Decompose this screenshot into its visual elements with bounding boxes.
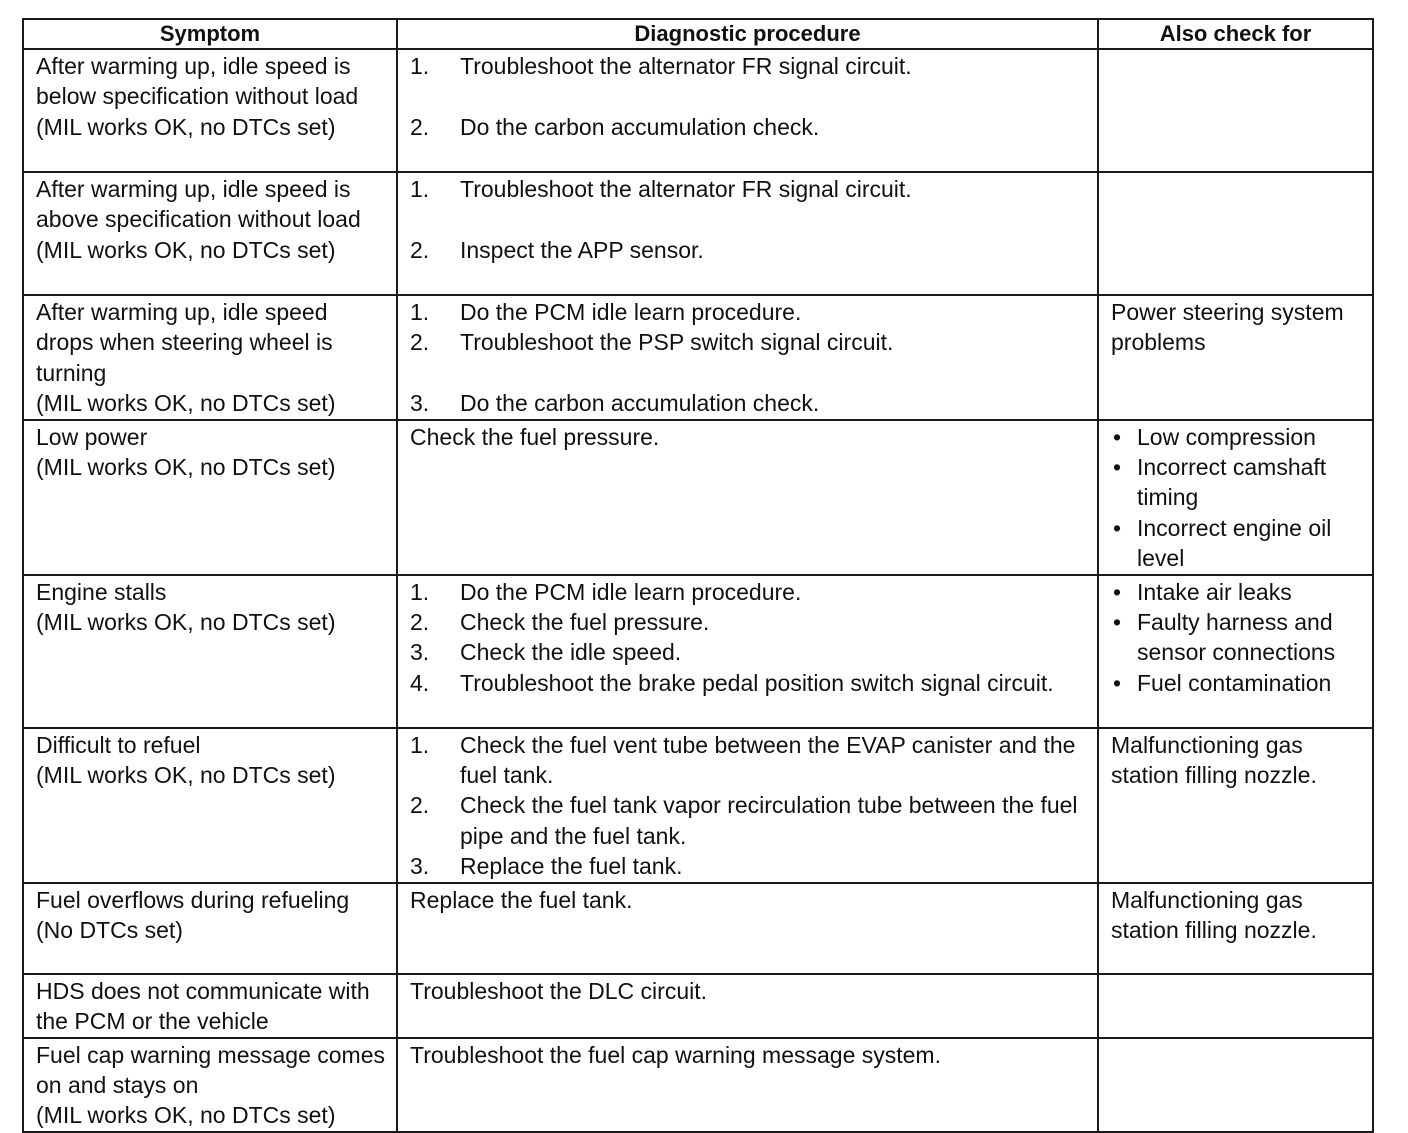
step-text: Do the PCM idle learn procedure. <box>460 578 802 605</box>
procedure-step <box>410 235 1087 265</box>
bullet-icon: • <box>1113 578 1122 605</box>
header-diagnostic-procedure: Diagnostic procedure <box>397 19 1098 49</box>
symptom-cell <box>23 49 397 172</box>
step-number: 2. <box>410 236 430 263</box>
procedure-step <box>410 607 1087 637</box>
step-text: Check the fuel vent tube between the EVAP canister and the fuel tank. <box>460 731 1076 789</box>
list-item-text: Fuel contamination <box>1137 669 1332 696</box>
symptom-text: After warming up, idle speed is above specification without load <box>36 176 361 233</box>
table-row <box>23 172 1373 295</box>
symptom-note: (MIL works OK, no DTCs set) <box>36 762 336 789</box>
procedure-step <box>410 730 1087 791</box>
step-text: Troubleshoot the PSP switch signal circuit. <box>460 329 894 356</box>
list-item-text: Intake air leaks <box>1137 578 1292 605</box>
table-row <box>23 295 1373 420</box>
symptom-cell <box>23 295 397 420</box>
procedure-cell <box>397 172 1098 295</box>
also-check-text: Malfunctioning gas station filling nozzle. <box>1111 886 1317 944</box>
step-number: 1. <box>410 53 430 79</box>
procedure-cell <box>397 295 1098 420</box>
procedure-step <box>410 851 1087 881</box>
diagnostic-table <box>22 18 1374 1133</box>
table-row <box>23 974 1373 1038</box>
step-number: 2. <box>410 329 430 356</box>
symptom-note: (MIL works OK, no DTCs set) <box>36 454 336 481</box>
step-text: Do the PCM idle learn procedure. <box>460 299 802 325</box>
procedure-cell <box>397 728 1098 883</box>
symptom-cell <box>23 974 397 1038</box>
step-number: 2. <box>410 792 430 819</box>
also-check-cell <box>1098 974 1373 1038</box>
bullet-icon: • <box>1113 669 1122 696</box>
header-symptom: Symptom <box>23 19 397 49</box>
table-row <box>23 420 1373 575</box>
table-row <box>23 1038 1373 1132</box>
step-text: Troubleshoot the alternator FR signal circuit. <box>460 53 912 79</box>
also-check-cell <box>1098 295 1373 420</box>
procedure-cell <box>397 883 1098 974</box>
symptom-note: (MIL works OK, no DTCs set) <box>36 236 336 263</box>
also-check-cell <box>1098 1038 1373 1132</box>
also-check-cell <box>1098 420 1373 575</box>
also-check-cell <box>1098 883 1373 974</box>
list-item-text: Faulty harness and sensor connections <box>1137 609 1336 666</box>
procedure-step <box>410 327 1087 357</box>
procedure-step <box>410 637 1087 667</box>
procedure-text: Replace the fuel tank. <box>410 886 633 913</box>
step-number: 1. <box>410 299 430 325</box>
procedure-cell <box>397 49 1098 172</box>
table-row <box>23 49 1373 172</box>
procedure-step <box>410 174 1087 204</box>
procedure-steps <box>410 730 1087 882</box>
list-item <box>1111 452 1362 513</box>
also-check-cell <box>1098 728 1373 883</box>
procedure-step <box>410 577 1087 607</box>
also-check-list <box>1111 577 1362 699</box>
procedure-cell <box>397 974 1098 1038</box>
step-number: 1. <box>410 578 430 605</box>
procedure-step <box>410 297 1087 327</box>
list-item <box>1111 668 1362 698</box>
procedure-step <box>410 790 1087 851</box>
list-item-text: Incorrect camshaft timing <box>1137 454 1327 511</box>
step-text: Check the fuel tank vapor recirculation tube between the fuel pipe and the fuel tank. <box>460 792 1078 849</box>
step-text: Replace the fuel tank. <box>460 853 683 880</box>
procedure-cell <box>397 575 1098 728</box>
step-text: Check the idle speed. <box>460 639 682 666</box>
symptom-text: Difficult to refuel <box>36 731 201 758</box>
symptom-text: After warming up, idle speed is below specification without load <box>36 53 359 110</box>
bullet-icon: • <box>1113 609 1122 636</box>
procedure-step <box>410 112 1087 142</box>
procedure-steps <box>410 297 1087 419</box>
list-item-text: Incorrect engine oil level <box>1137 514 1332 572</box>
procedure-steps <box>410 577 1087 699</box>
procedure-steps <box>410 174 1087 265</box>
also-check-list <box>1111 422 1362 574</box>
header-also-check-for: Also check for <box>1098 19 1373 49</box>
procedure-steps <box>410 51 1087 142</box>
list-item-text: Low compression <box>1137 423 1316 450</box>
symptom-text: Fuel overflows during refueling <box>36 886 350 913</box>
list-item <box>1111 513 1362 574</box>
bullet-icon: • <box>1113 423 1122 450</box>
table-header-row <box>23 19 1373 49</box>
symptom-text: Fuel cap warning message comes on and stays on <box>36 1041 385 1098</box>
procedure-cell <box>397 1038 1098 1132</box>
step-text: Do the carbon accumulation check. <box>460 390 820 417</box>
symptom-note: (No DTCs set) <box>36 917 183 944</box>
step-text: Do the carbon accumulation check. <box>460 113 820 140</box>
step-number: 2. <box>410 609 430 636</box>
bullet-icon: • <box>1113 514 1122 541</box>
list-item <box>1111 577 1362 607</box>
step-number: 4. <box>410 669 430 696</box>
step-number: 3. <box>410 853 430 880</box>
list-item <box>1111 607 1362 668</box>
step-text: Inspect the APP sensor. <box>460 236 704 263</box>
step-number: 1. <box>410 176 430 202</box>
symptom-cell <box>23 420 397 575</box>
symptom-cell <box>23 575 397 728</box>
symptom-text: HDS does not communicate with the PCM or the vehicle <box>36 977 370 1035</box>
step-text: Check the fuel pressure. <box>460 609 710 636</box>
symptom-text: Engine stalls <box>36 578 167 605</box>
symptom-note: (MIL works OK, no DTCs set) <box>36 609 336 636</box>
step-text: Troubleshoot the brake pedal position switch signal circuit. <box>460 669 1054 696</box>
table-row <box>23 575 1373 728</box>
procedure-text: Troubleshoot the DLC circuit. <box>410 977 708 1004</box>
step-number: 2. <box>410 113 430 140</box>
procedure-cell <box>397 420 1098 575</box>
symptom-text: Low power <box>36 423 148 450</box>
also-check-text: Malfunctioning gas station filling nozzle. <box>1111 731 1317 789</box>
also-check-cell <box>1098 575 1373 728</box>
symptom-cell <box>23 172 397 295</box>
procedure-text: Check the fuel pressure. <box>410 423 660 450</box>
procedure-step <box>410 668 1087 698</box>
also-check-cell <box>1098 49 1373 172</box>
also-check-cell <box>1098 172 1373 295</box>
procedure-step <box>410 51 1087 81</box>
table-row <box>23 883 1373 974</box>
procedure-text: Troubleshoot the fuel cap warning message system. <box>410 1041 941 1068</box>
symptom-cell <box>23 728 397 883</box>
bullet-icon: • <box>1113 454 1122 481</box>
symptom-note: (MIL works OK, no DTCs set) <box>36 113 336 140</box>
procedure-step <box>410 388 1087 418</box>
step-number: 1. <box>410 731 430 758</box>
also-check-text: Power steering system problems <box>1111 299 1344 356</box>
symptom-cell <box>23 1038 397 1132</box>
step-number: 3. <box>410 639 430 666</box>
symptom-note: (MIL works OK, no DTCs set) <box>36 390 336 417</box>
symptom-text: After warming up, idle speed drops when steering wheel is turning <box>36 299 333 386</box>
step-text: Troubleshoot the alternator FR signal circuit. <box>460 176 912 202</box>
symptom-cell <box>23 883 397 974</box>
symptom-note: (MIL works OK, no DTCs set) <box>36 1102 336 1129</box>
table-row <box>23 728 1373 883</box>
list-item <box>1111 422 1362 452</box>
step-number: 3. <box>410 390 430 417</box>
